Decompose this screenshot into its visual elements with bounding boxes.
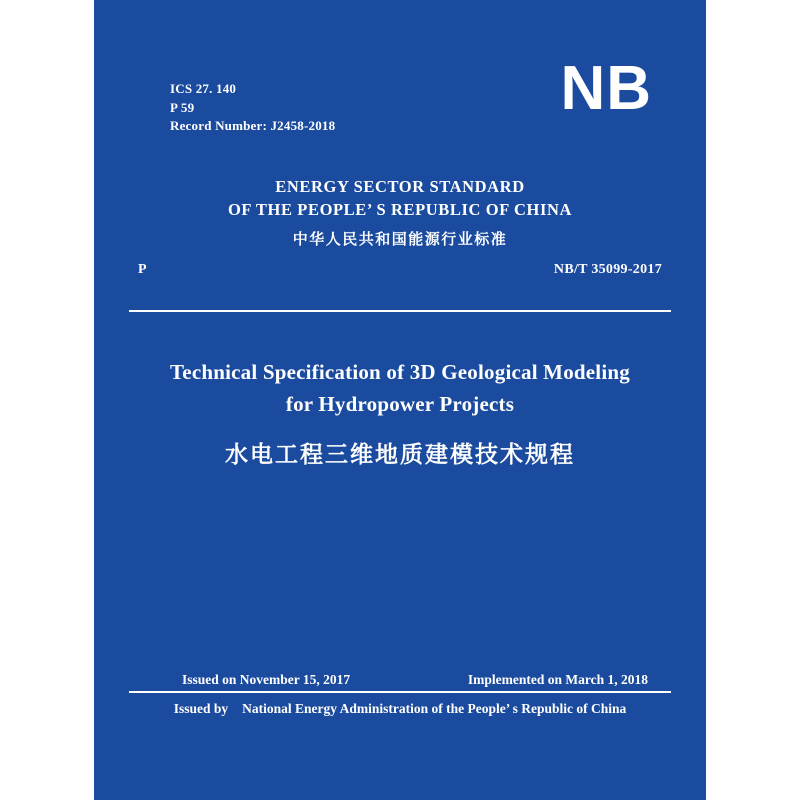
- ics-code: ICS 27. 140: [170, 81, 237, 96]
- issued-by-label: Issued by: [173, 701, 229, 716]
- issued-by-organization: National Energy Administration of the People’ s Republic of China: [242, 701, 627, 716]
- cover-inner: [94, 0, 706, 800]
- nb-logo: NB: [560, 54, 652, 123]
- header-identifiers: [170, 80, 335, 136]
- standard-number: NB/T 35099-2017: [553, 262, 662, 277]
- standard-line-1: ENERGY SECTOR STANDARD: [275, 177, 525, 196]
- issuer-row: [94, 701, 706, 717]
- category-letter: P: [138, 262, 147, 277]
- title-english-line-1: Technical Specification of 3D Geological Modeling: [170, 360, 630, 384]
- issuing-authority-block: [94, 175, 706, 249]
- classification-code: P 59: [170, 99, 195, 115]
- standard-line-2: OF THE PEOPLE’ S REPUBLIC OF CHINA: [227, 200, 573, 219]
- dates-row: [94, 672, 706, 690]
- implementation-date: Implemented on March 1, 2018: [467, 672, 648, 687]
- standard-cover-page: [94, 0, 706, 800]
- issued-date: Issued on November 15, 2017: [182, 672, 351, 687]
- code-row: [94, 262, 706, 282]
- standard-line-chinese: 中华人民共和国能源行业标准: [292, 230, 508, 248]
- document-title-block: [94, 356, 706, 469]
- divider-top: [129, 310, 671, 312]
- divider-bottom: [129, 691, 671, 693]
- record-number: Record Number: J2458-2018: [170, 118, 336, 133]
- title-chinese: 水电工程三维地质建模技术规程: [225, 442, 575, 468]
- title-english-line-2: for Hydropower Projects: [285, 392, 515, 416]
